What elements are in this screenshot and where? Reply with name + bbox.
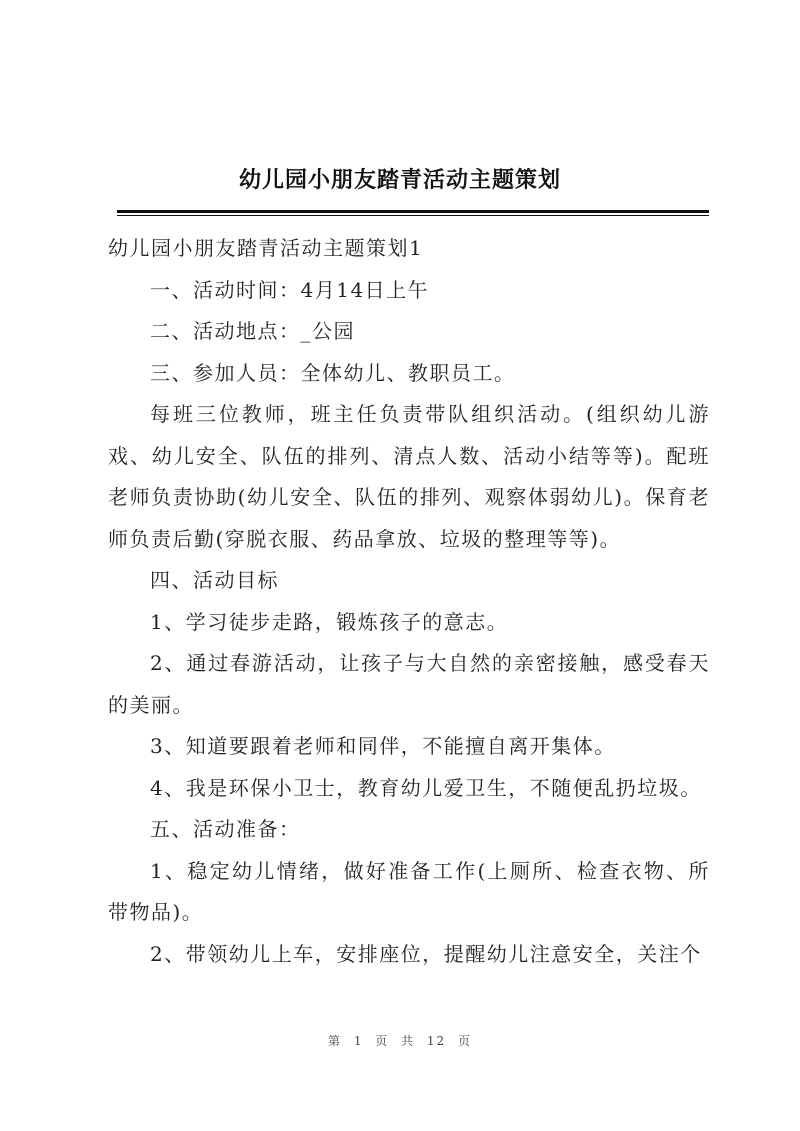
paragraph: 一、活动时间：4月14日上午 bbox=[150, 277, 430, 302]
paragraph: 四、活动目标 bbox=[150, 568, 279, 592]
paragraph: 1、稳定幼儿情绪，做好准备工作(上厕所、检查衣物、所带物品)。 bbox=[108, 858, 710, 924]
title-divider-thin bbox=[117, 215, 709, 216]
paragraph: 4、我是环保小卫士，教育幼儿爱卫生，不随便乱扔垃圾。 bbox=[150, 775, 702, 800]
title-divider-thick bbox=[117, 210, 709, 213]
paragraph: 三、参加人员：全体幼儿、教职员工。 bbox=[150, 360, 516, 385]
document-body bbox=[108, 228, 710, 975]
paragraph: 2、通过春游活动，让孩子与大自然的亲密接触，感受春天的美丽。 bbox=[108, 651, 710, 717]
paragraph: 1、学习徒步走路，锻炼孩子的意志。 bbox=[150, 609, 509, 634]
document-title: 幼儿园小朋友踏青活动主题策划 bbox=[238, 167, 561, 193]
paragraph: 3、知道要跟着老师和同伴，不能擅自离开集体。 bbox=[150, 734, 616, 758]
paragraph: 二、活动地点：_公园 bbox=[150, 319, 355, 343]
paragraph: 五、活动准备： bbox=[150, 817, 301, 841]
paragraph: 幼儿园小朋友踏青活动主题策划1 bbox=[108, 236, 424, 260]
paragraph: 每班三位教师，班主任负责带队组织活动。(组织幼儿游戏、幼儿安全、队伍的排列、清点人数、活动小结等等)。配班老师负责协助(幼儿安全、队伍的排列、观察体弱幼儿)。保育老师负责后勤(穿脱衣服、药品拿放、垃圾的整理等等)。 bbox=[108, 402, 710, 551]
paragraph: 2、带领幼儿上车，安排座位，提醒幼儿注意安全，关注个 bbox=[150, 941, 702, 966]
page-number-footer: 第 1 页 共 12 页 bbox=[328, 1034, 472, 1048]
